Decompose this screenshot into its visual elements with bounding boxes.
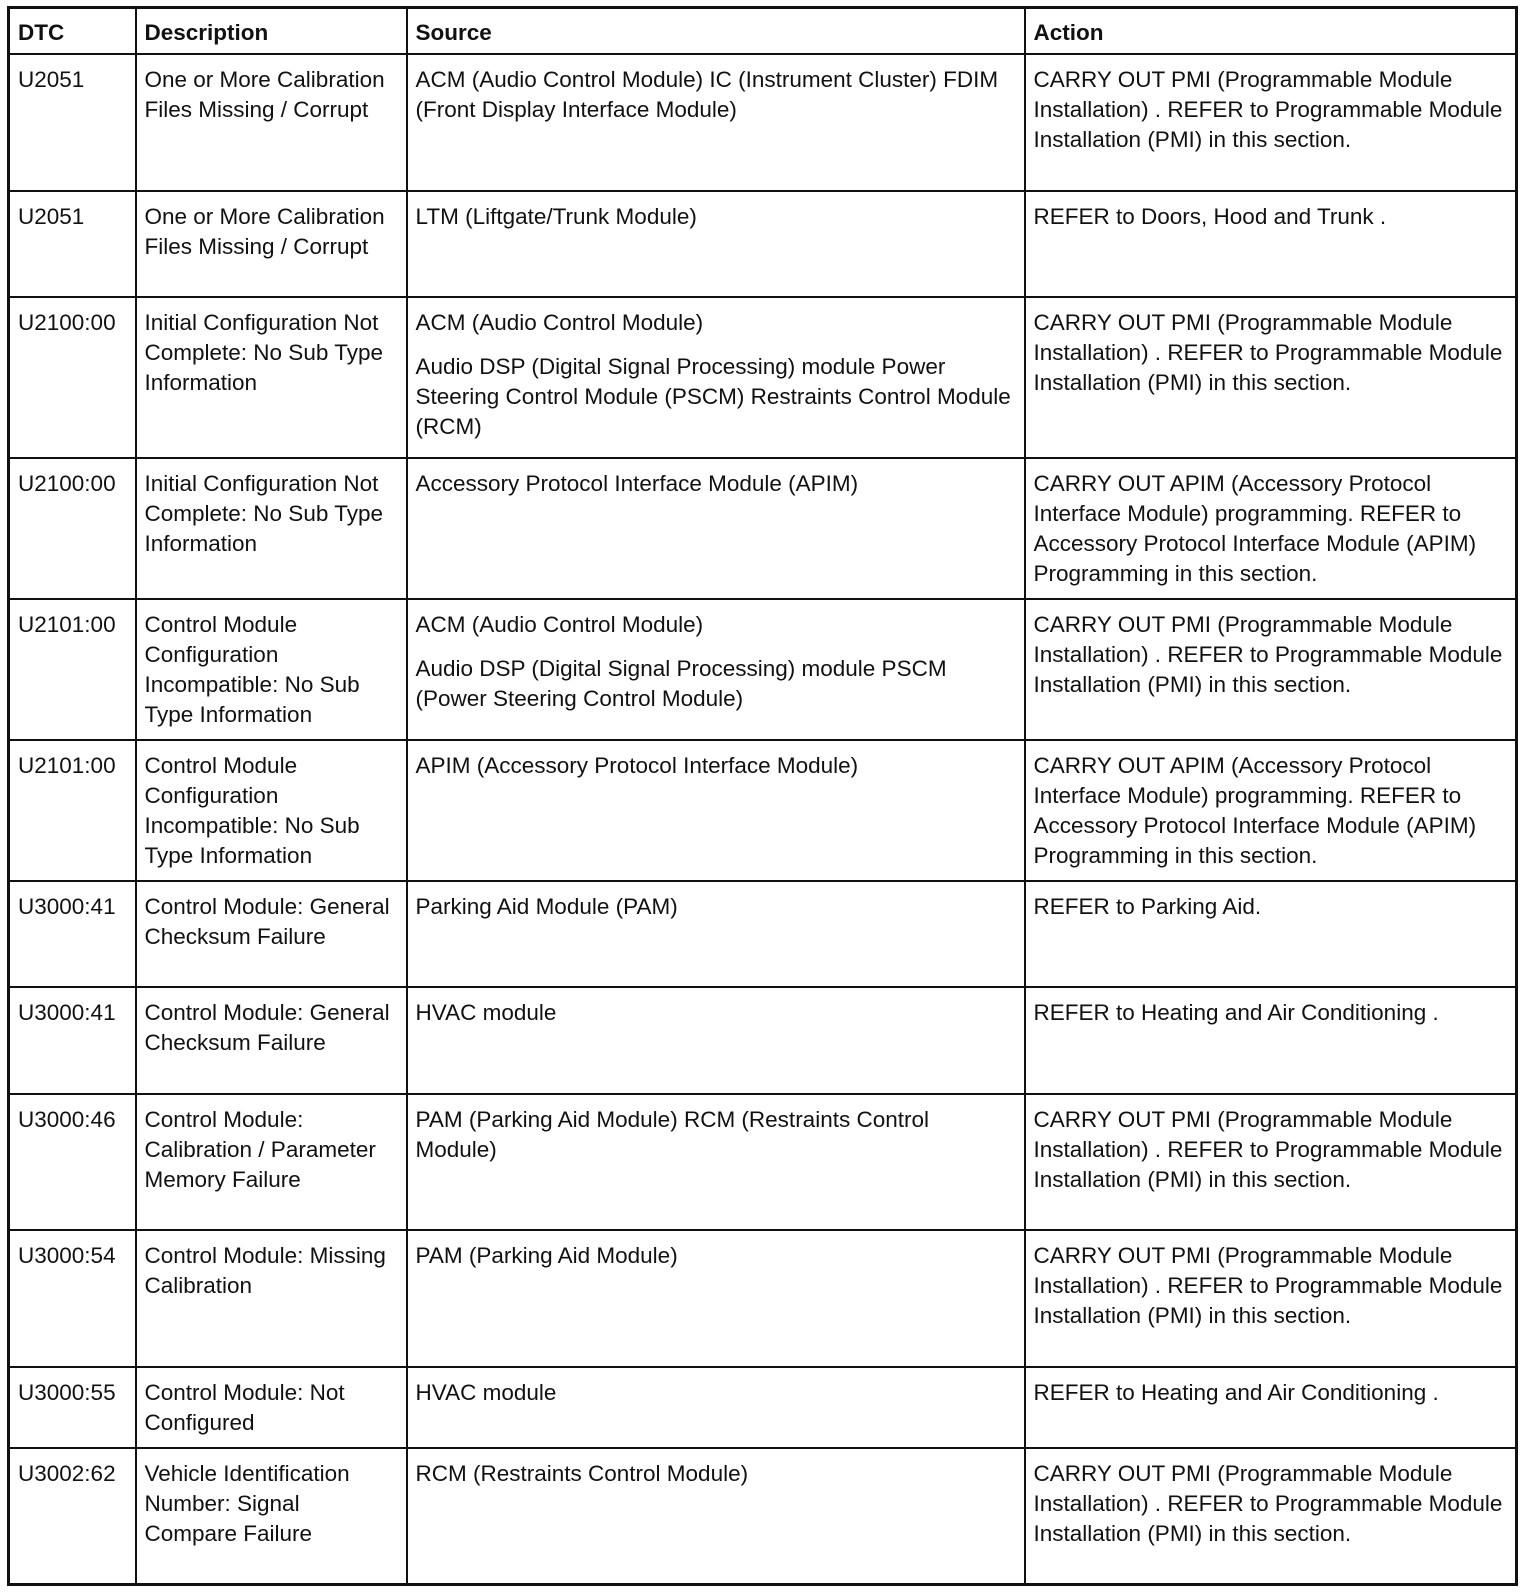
- cell-source: [407, 1367, 1025, 1447]
- cell-source: [407, 1230, 1025, 1367]
- table-row: [9, 458, 1517, 599]
- table-row: [9, 54, 1517, 191]
- cell-dtc: U2101:00: [9, 599, 136, 740]
- cell-dtc: U3002:62: [9, 1448, 136, 1585]
- cell-description: Control Module Configuration Incompatible: No Sub Type Information: [136, 740, 407, 881]
- header-action: Action: [1025, 8, 1517, 55]
- cell-description: Control Module: Not Configured: [136, 1367, 407, 1447]
- cell-source: [407, 599, 1025, 740]
- cell-action: CARRY OUT PMI (Programmable Module Installation) . REFER to Programmable Module Installation (PMI) in this section.: [1025, 297, 1517, 458]
- cell-dtc: U2101:00: [9, 740, 136, 881]
- cell-dtc: U3000:46: [9, 1094, 136, 1231]
- cell-action: CARRY OUT PMI (Programmable Module Installation) . REFER to Programmable Module Installation (PMI) in this section.: [1025, 599, 1517, 740]
- cell-source: [407, 1448, 1025, 1585]
- cell-action: CARRY OUT PMI (Programmable Module Installation) . REFER to Programmable Module Installation (PMI) in this section.: [1025, 1094, 1517, 1231]
- cell-description: Initial Configuration Not Complete: No Sub Type Information: [136, 297, 407, 458]
- source-line: HVAC module: [415, 1380, 557, 1406]
- cell-action: REFER to Doors, Hood and Trunk .: [1025, 191, 1517, 298]
- cell-source: [407, 297, 1025, 458]
- cell-action: CARRY OUT PMI (Programmable Module Installation) . REFER to Programmable Module Installation (PMI) in this section.: [1025, 1448, 1517, 1585]
- cell-description: Control Module: Calibration / Parameter Memory Failure: [136, 1094, 407, 1231]
- cell-source: [407, 54, 1025, 191]
- cell-source: [407, 191, 1025, 298]
- cell-action: REFER to Parking Aid.: [1025, 881, 1517, 988]
- table-row: [9, 987, 1517, 1094]
- header-dtc: DTC: [9, 8, 136, 55]
- source-line: ACM (Audio Control Module) IC (Instrument Cluster) FDIM (Front Display Interface Module): [415, 67, 999, 122]
- table-row: [9, 1367, 1517, 1447]
- cell-source: [407, 458, 1025, 599]
- table-row: [9, 1094, 1517, 1231]
- cell-description: Control Module: General Checksum Failure: [136, 987, 407, 1094]
- source-line: ACM (Audio Control Module): [415, 310, 704, 336]
- cell-description: Control Module: Missing Calibration: [136, 1230, 407, 1367]
- header-row: [9, 8, 1517, 55]
- cell-dtc: U2100:00: [9, 297, 136, 458]
- cell-dtc: U2051: [9, 54, 136, 191]
- cell-description: Vehicle Identification Number: Signal Compare Failure: [136, 1448, 407, 1585]
- dtc-table-container: [7, 6, 1515, 1586]
- cell-dtc: U2051: [9, 191, 136, 298]
- cell-dtc: U3000:54: [9, 1230, 136, 1367]
- source-line: HVAC module: [415, 1000, 557, 1026]
- header-source: Source: [407, 8, 1025, 55]
- cell-dtc: U3000:55: [9, 1367, 136, 1447]
- cell-action: REFER to Heating and Air Conditioning .: [1025, 1367, 1517, 1447]
- source-line: APIM (Accessory Protocol Interface Module): [415, 752, 859, 778]
- source-line: LTM (Liftgate/Trunk Module): [415, 203, 697, 229]
- table-row: [9, 599, 1517, 740]
- cell-action: CARRY OUT APIM (Accessory Protocol Interface Module) programming. REFER to Accessory Protocol Interface Module (APIM) Programming in this section.: [1025, 458, 1517, 599]
- source-line: ACM (Audio Control Module): [415, 612, 704, 637]
- source-line: PAM (Parking Aid Module) RCM (Restraints Control Module): [415, 1106, 929, 1162]
- cell-description: Control Module: General Checksum Failure: [136, 881, 407, 988]
- cell-description: Initial Configuration Not Complete: No Sub Type Information: [136, 458, 407, 599]
- source-line: Audio DSP (Digital Signal Processing) module Power Steering Control Module (PSCM) Restraints Control Module (RCM): [415, 354, 1011, 440]
- cell-source: [407, 1094, 1025, 1231]
- table-row: [9, 1230, 1517, 1367]
- cell-description: Control Module Configuration Incompatible: No Sub Type Information: [136, 599, 407, 740]
- source-line: RCM (Restraints Control Module): [415, 1460, 749, 1486]
- cell-action: CARRY OUT PMI (Programmable Module Installation) . REFER to Programmable Module Installation (PMI) in this section.: [1025, 1230, 1517, 1367]
- cell-dtc: U2100:00: [9, 458, 136, 599]
- table-row: [9, 881, 1517, 988]
- cell-source: [407, 740, 1025, 881]
- cell-dtc: U3000:41: [9, 881, 136, 988]
- source-line: Parking Aid Module (PAM): [415, 893, 678, 919]
- cell-dtc: U3000:41: [9, 987, 136, 1094]
- source-line: PAM (Parking Aid Module): [415, 1243, 678, 1269]
- dtc-table: [7, 6, 1518, 1586]
- cell-description: One or More Calibration Files Missing / Corrupt: [136, 191, 407, 298]
- cell-source: [407, 881, 1025, 988]
- source-line: Accessory Protocol Interface Module (APIM): [415, 471, 859, 497]
- table-row: [9, 191, 1517, 298]
- cell-action: REFER to Heating and Air Conditioning .: [1025, 987, 1517, 1094]
- table-row: [9, 297, 1517, 458]
- header-description: Description: [136, 8, 407, 55]
- source-line: Audio DSP (Digital Signal Processing) module PSCM (Power Steering Control Module): [415, 656, 947, 711]
- cell-source: [407, 987, 1025, 1094]
- table-row: [9, 740, 1517, 881]
- table-body: [9, 54, 1517, 1585]
- cell-description: One or More Calibration Files Missing / Corrupt: [136, 54, 407, 191]
- table-row: [9, 1448, 1517, 1585]
- cell-action: CARRY OUT APIM (Accessory Protocol Interface Module) programming. REFER to Accessory Protocol Interface Module (APIM) Programming in this section.: [1025, 740, 1517, 881]
- cell-action: CARRY OUT PMI (Programmable Module Installation) . REFER to Programmable Module Installation (PMI) in this section.: [1025, 54, 1517, 191]
